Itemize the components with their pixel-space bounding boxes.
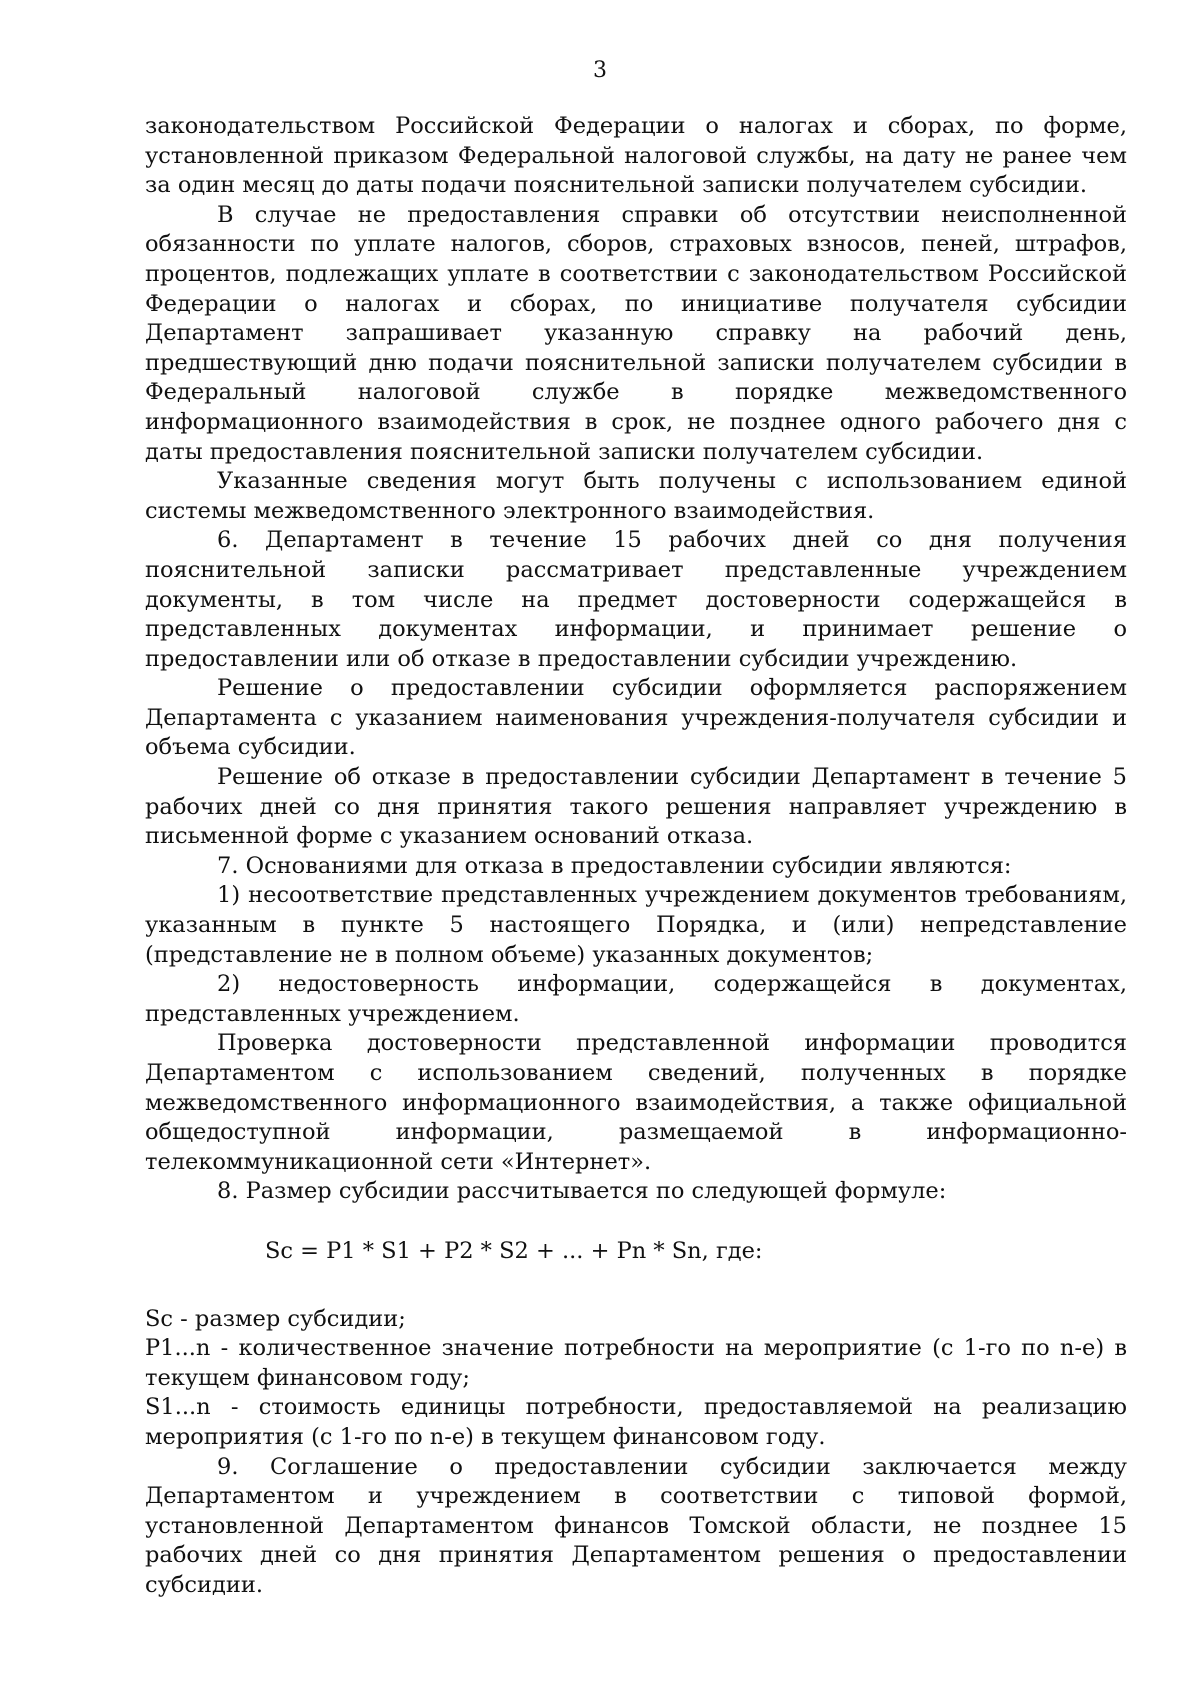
definition: S1...n - стоимость единицы потребности, предоставляемой на реализацию мероприятия (с 1-го по n-е) в текущем финансовом году. — [145, 1394, 1127, 1450]
paragraph: законодательством Российской Федерации о налогах и сборах, по форме, установленной приказом Федеральной налоговой службы, на дату не ранее чем за один месяц до даты подачи пояснительной записки получателем субсидии. — [145, 113, 1127, 199]
subsidy-formula: Sc = P1 * S1 + P2 * S2 + ... + Pn * Sn, где: — [265, 1237, 763, 1264]
paragraph: Решение о предоставлении субсидии оформляется распоряжением Департамента с указанием наименования учреждения-получателя субсидии и объема субсидии. — [145, 675, 1127, 761]
paragraph: Указанные сведения могут быть получены с использованием единой системы межведомственного электронного взаимодействия. — [145, 468, 1127, 524]
definition: P1...n - количественное значение потребности на мероприятие (с 1-го по n-е) в текущем финансовом году; — [145, 1335, 1127, 1391]
page-number: 3 — [593, 58, 607, 83]
list-item: 2) недостоверность информации, содержащейся в документах, представленных учреждением. — [145, 971, 1127, 1027]
paragraph: Проверка достоверности представленной информации проводится Департаментом с использованием сведений, полученных в порядке межведомственного информационного взаимодействия, а также официальной общедоступной информации, размещаемой в информационно-телекоммуникационной сети «Интернет». — [145, 1030, 1127, 1175]
paragraph: Решение об отказе в предоставлении субсидии Департамент в течение 5 рабочих дней со дня принятия такого решения направляет учреждению в письменной форме с указанием оснований отказа. — [145, 764, 1127, 850]
paragraph-item-6: 6. Департамент в течение 15 рабочих дней со дня получения пояснительной записки рассматривает представленные учреждением документы, в том числе на предмет достоверности содержащейся в представленных документах информации, и принимает решение о предоставлении или об отказе в предоставлении субсидии учреждению. — [145, 527, 1127, 672]
definition: Sc - размер субсидии; — [145, 1305, 406, 1332]
document-body — [145, 112, 1127, 1601]
paragraph-item-7: 7. Основаниями для отказа в предоставлении субсидии являются: — [217, 852, 1012, 879]
list-item: 1) несоответствие представленных учреждением документов требованиям, указанным в пункте 5 настоящего Порядка, и (или) непредставление (представление не в полном объеме) указанных документов; — [145, 882, 1127, 968]
paragraph: В случае не предоставления справки об отсутствии неисполненной обязанности по уплате налогов, сборов, страховых взносов, пеней, штрафов, процентов, подлежащих уплате в соответствии с законодательством Российской Федерации о налогах и сборах, по инициативе получателя субсидии Департамент запрашивает указанную справку на рабочий день, предшествующий дню подачи пояснительной записки получателем субсидии в Федеральный налоговой службе в порядке межведомственного информационного взаимодействия в срок, не позднее одного рабочего дня с даты предоставления пояснительной записки получателем субсидии. — [145, 201, 1127, 465]
paragraph-item-9: 9. Соглашение о предоставлении субсидии заключается между Департаментом и учреждением в соответствии с типовой формой, установленной Департаментом финансов Томской области, не позднее 15 рабочих дней со дня принятия Департаментом решения о предоставлении субсидии. — [145, 1453, 1127, 1598]
paragraph-item-8: 8. Размер субсидии рассчитывается по следующей формуле: — [217, 1178, 947, 1205]
